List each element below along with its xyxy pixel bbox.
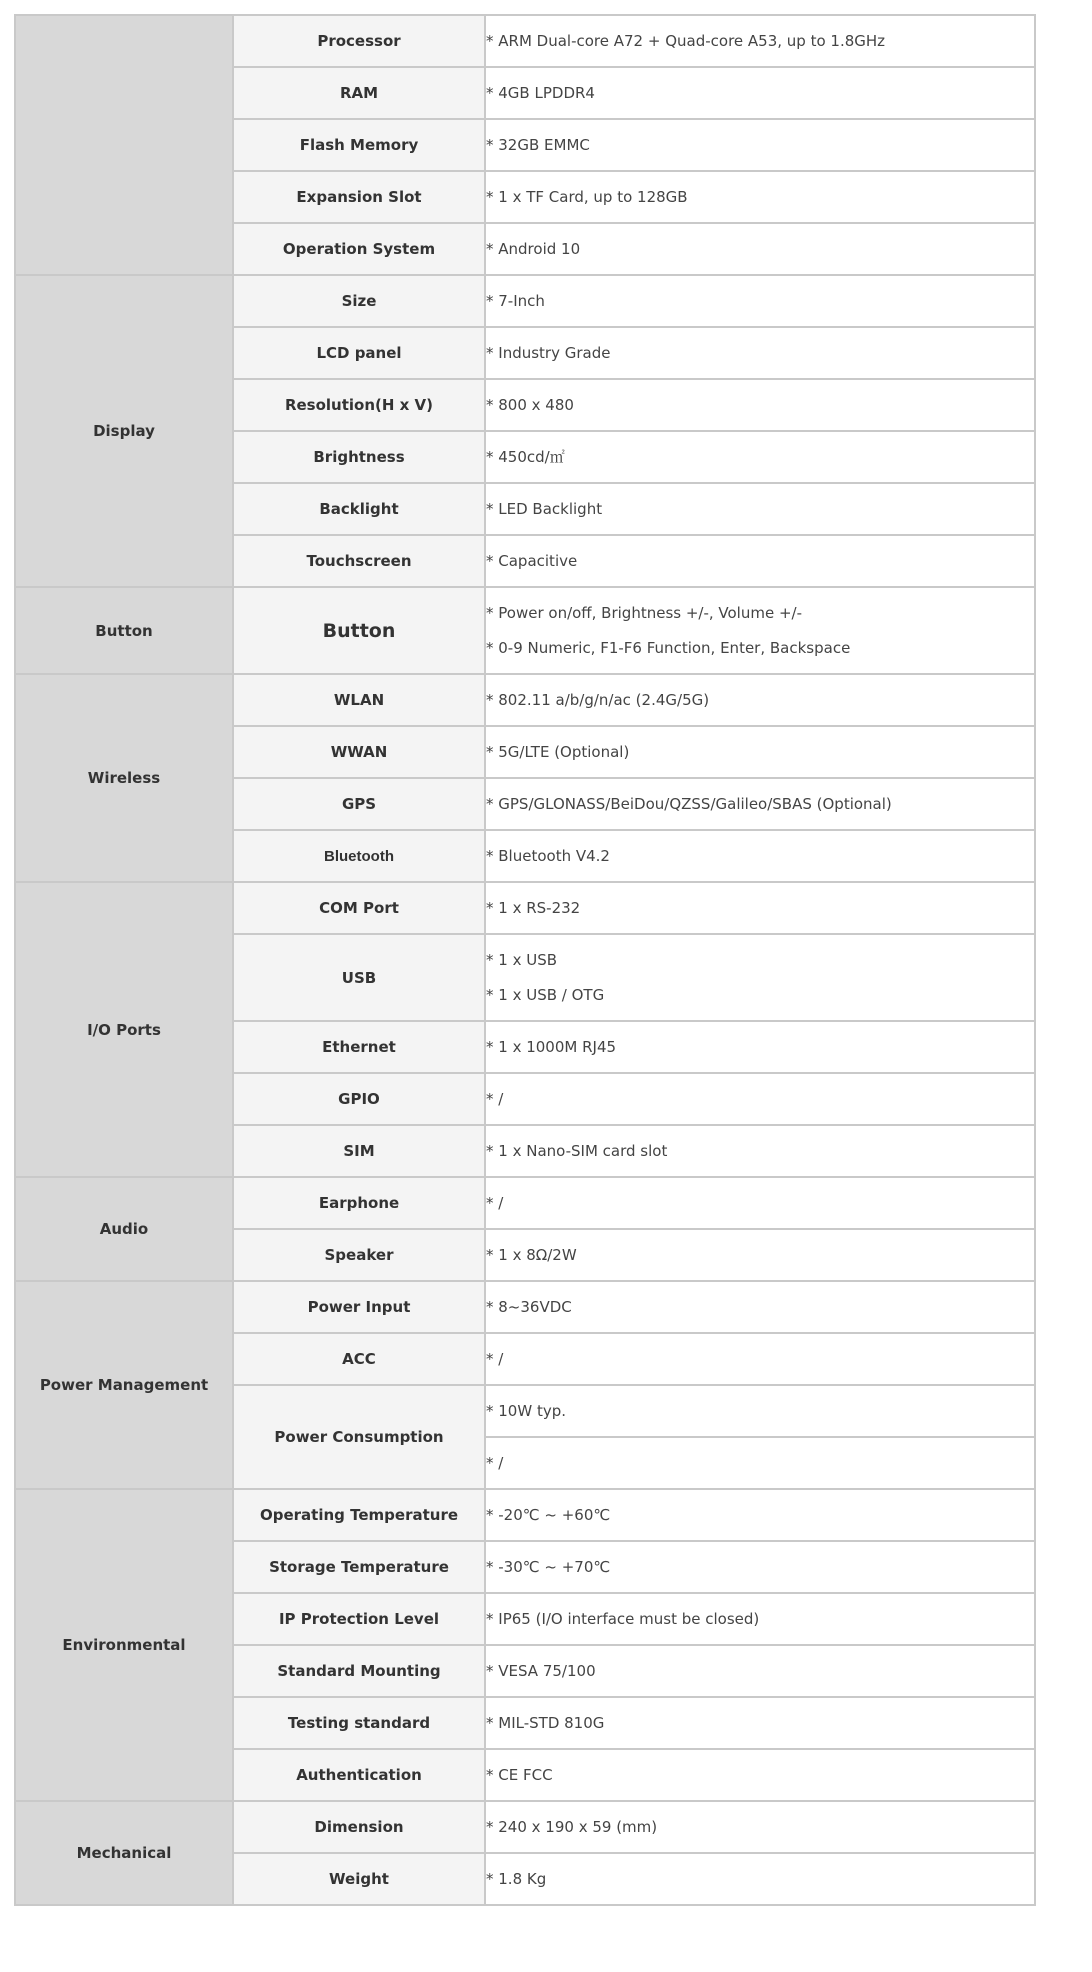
spec-value [485, 1749, 1035, 1801]
group-label-environmental: Environmental [15, 1489, 233, 1801]
spec-label-resolution-h-x-v: Resolution(H x V) [233, 379, 485, 431]
spec-label-operating-temperature: Operating Temperature [233, 1489, 485, 1541]
spec-label-authentication: Authentication [233, 1749, 485, 1801]
spec-value [485, 830, 1035, 882]
spec-value-line: * ARM Dual-core A72 + Quad-core A53, up to 1.8GHz [486, 32, 886, 50]
group-label-display: Display [15, 275, 233, 587]
spec-value [485, 1437, 1035, 1489]
spec-label-flash-memory: Flash Memory [233, 119, 485, 171]
spec-label-power-consumption: Power Consumption [233, 1385, 485, 1489]
spec-value-line: * -30℃ ~ +70℃ [486, 1558, 611, 1576]
group-label-i-o-ports: I/O Ports [15, 882, 233, 1177]
spec-label-wwan: WWAN [233, 726, 485, 778]
spec-value [485, 1801, 1035, 1853]
spec-value [485, 483, 1035, 535]
spec-value-line: * 802.11 a/b/g/n/ac (2.4G/5G) [486, 691, 710, 709]
spec-value [485, 1281, 1035, 1333]
spec-row [15, 587, 1035, 674]
spec-value [485, 778, 1035, 830]
group-label-general [15, 15, 233, 275]
spec-value-line: * CE FCC [486, 1766, 553, 1784]
spec-value-line: * 1 x Nano-SIM card slot [486, 1142, 668, 1160]
spec-value [485, 1177, 1035, 1229]
spec-value-line: * -20℃ ~ +60℃ [486, 1506, 611, 1524]
spec-value-line: * / [486, 1454, 504, 1472]
spec-label-touchscreen: Touchscreen [233, 535, 485, 587]
spec-value [485, 1645, 1035, 1697]
spec-value-line: * 0-9 Numeric, F1-F6 Function, Enter, Backspace [486, 639, 851, 657]
spec-value [485, 1125, 1035, 1177]
spec-value [485, 223, 1035, 275]
spec-value [485, 674, 1035, 726]
spec-value-line: * 4GB LPDDR4 [486, 84, 595, 102]
spec-row [15, 1801, 1035, 1853]
spec-row [15, 1177, 1035, 1229]
spec-value [485, 171, 1035, 223]
spec-value-line: * 800 x 480 [486, 396, 574, 414]
spec-value [485, 535, 1035, 587]
spec-value-line: * 1 x RS-232 [486, 899, 581, 917]
spec-value-line: * 1 x 8Ω/2W [486, 1246, 577, 1264]
spec-label-backlight: Backlight [233, 483, 485, 535]
spec-value [485, 726, 1035, 778]
spec-value-line: * 1 x TF Card, up to 128GB [486, 188, 688, 206]
spec-label-dimension: Dimension [233, 1801, 485, 1853]
spec-value-line: * Power on/off, Brightness +/-, Volume +/- [486, 604, 803, 622]
spec-value [485, 1593, 1035, 1645]
spec-value [485, 431, 1035, 483]
spec-label-testing-standard: Testing standard [233, 1697, 485, 1749]
spec-value-line: * Android 10 [486, 240, 581, 258]
spec-value [485, 1229, 1035, 1281]
spec-value-line: * 1 x USB / OTG [486, 986, 605, 1004]
spec-label-ethernet: Ethernet [233, 1021, 485, 1073]
spec-label-storage-temperature: Storage Temperature [233, 1541, 485, 1593]
spec-value [485, 1073, 1035, 1125]
spec-value-line: * Bluetooth V4.2 [486, 847, 610, 865]
spec-value-line: * 1.8 Kg [486, 1870, 547, 1888]
spec-label-weight: Weight [233, 1853, 485, 1905]
spec-value [485, 1541, 1035, 1593]
group-label-button: Button [15, 587, 233, 674]
spec-value-line: * GPS/GLONASS/BeiDou/QZSS/Galileo/SBAS (Optional) [486, 795, 892, 813]
spec-value-line: * / [486, 1090, 504, 1108]
spec-label-standard-mounting: Standard Mounting [233, 1645, 485, 1697]
spec-value-line: * 240 x 190 x 59 (mm) [486, 1818, 658, 1836]
spec-label-operation-system: Operation System [233, 223, 485, 275]
spec-value [485, 119, 1035, 171]
spec-value-line: * 32GB EMMC [486, 136, 590, 154]
spec-row [15, 674, 1035, 726]
spec-label-lcd-panel: LCD panel [233, 327, 485, 379]
group-label-wireless: Wireless [15, 674, 233, 882]
spec-label-usb: USB [233, 934, 485, 1021]
spec-value-line: * IP65 (I/O interface must be closed) [486, 1610, 760, 1628]
spec-value-line: * 8~36VDC [486, 1298, 572, 1316]
spec-row [15, 1281, 1035, 1333]
spec-label-power-input: Power Input [233, 1281, 485, 1333]
spec-row [15, 1489, 1035, 1541]
spec-table-body [15, 15, 1035, 1905]
spec-value [485, 275, 1035, 327]
spec-value [485, 379, 1035, 431]
group-label-power-management: Power Management [15, 1281, 233, 1489]
spec-value-line: * Industry Grade [486, 344, 611, 362]
spec-value [485, 587, 1035, 674]
spec-value-line: * 5G/LTE (Optional) [486, 743, 630, 761]
spec-value-line: * Capacitive [486, 552, 578, 570]
spec-label-sim: SIM [233, 1125, 485, 1177]
spec-label-button: Button [233, 587, 485, 674]
spec-row [15, 15, 1035, 67]
spec-value [485, 327, 1035, 379]
group-label-audio: Audio [15, 1177, 233, 1281]
spec-value-line: * / [486, 1350, 504, 1368]
spec-label-bluetooth: Bluetooth [233, 830, 485, 882]
spec-value [485, 1385, 1035, 1437]
spec-label-ip-protection-level: IP Protection Level [233, 1593, 485, 1645]
spec-label-size: Size [233, 275, 485, 327]
spec-value-line: * MIL-STD 810G [486, 1714, 605, 1732]
spec-label-com-port: COM Port [233, 882, 485, 934]
spec-label-acc: ACC [233, 1333, 485, 1385]
spec-value-line: * 1 x USB [486, 951, 558, 969]
spec-value-line: * 10W typ. [486, 1402, 567, 1420]
spec-label-processor: Processor [233, 15, 485, 67]
spec-label-ram: RAM [233, 67, 485, 119]
spec-value [485, 67, 1035, 119]
spec-value-line: * 7-Inch [486, 292, 545, 310]
spec-value-line: * 1 x 1000M RJ45 [486, 1038, 617, 1056]
spec-label-earphone: Earphone [233, 1177, 485, 1229]
spec-row [15, 275, 1035, 327]
spec-value-line: * 450cd/㎡ [486, 448, 565, 466]
spec-label-wlan: WLAN [233, 674, 485, 726]
spec-value [485, 15, 1035, 67]
spec-value-line: * VESA 75/100 [486, 1662, 596, 1680]
spec-value [485, 934, 1035, 1021]
spec-value [485, 1021, 1035, 1073]
spec-label-expansion-slot: Expansion Slot [233, 171, 485, 223]
spec-label-gpio: GPIO [233, 1073, 485, 1125]
spec-value-line: * / [486, 1194, 504, 1212]
spec-table [14, 14, 1036, 1906]
spec-value-line: * LED Backlight [486, 500, 603, 518]
spec-value [485, 1333, 1035, 1385]
group-label-mechanical: Mechanical [15, 1801, 233, 1905]
spec-value [485, 1489, 1035, 1541]
spec-label-gps: GPS [233, 778, 485, 830]
spec-label-brightness: Brightness [233, 431, 485, 483]
spec-label-speaker: Speaker [233, 1229, 485, 1281]
spec-value [485, 1697, 1035, 1749]
spec-row [15, 882, 1035, 934]
spec-value [485, 1853, 1035, 1905]
spec-value [485, 882, 1035, 934]
